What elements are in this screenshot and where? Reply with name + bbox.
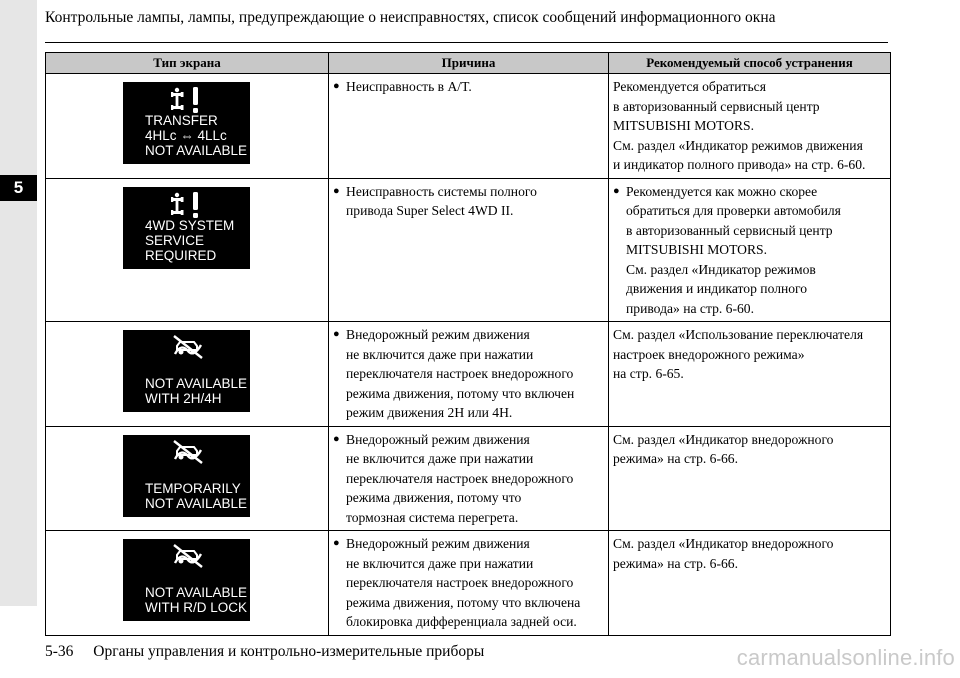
message-table — [45, 52, 891, 636]
cause-text — [333, 430, 603, 528]
remedy-line: режима» на стр. 6-66. — [613, 451, 738, 466]
cause-line: не включится даже при нажатии — [346, 346, 534, 362]
table-row — [46, 531, 891, 636]
screen-message-line: WITH R/D LOCK — [145, 600, 248, 615]
cause-line: привода Super Select 4WD II. — [346, 203, 514, 218]
remedy-line: См. раздел «Индикатор внедорожного — [613, 431, 834, 447]
remedy-line: ● Рекомендуется как можно скорее — [626, 183, 818, 199]
screen-message-line: TRANSFER — [145, 113, 218, 128]
chapter-tab: 5 — [0, 175, 37, 201]
screen-message-line: NOT AVAILABLE — [145, 143, 248, 158]
page-footer — [45, 643, 484, 661]
screen-type-cell — [46, 531, 329, 636]
offroad-crossed-icon — [171, 334, 205, 363]
screen-message-line: 4WD SYSTEM — [145, 217, 235, 233]
cause-line: ● Неисправность в A/T. — [346, 79, 472, 94]
cause-line: блокировка дифференциала задней оси. — [346, 614, 577, 629]
remedy-text — [613, 325, 885, 384]
remedy-line: и индикатор полного привода» на стр. 6-60. — [613, 157, 866, 172]
display-screen — [123, 539, 250, 621]
column-header-screen: Тип экрана — [46, 53, 329, 74]
cause-cell — [329, 426, 609, 531]
footer-section-title: Органы управления и контрольно-измерительные приборы — [93, 643, 485, 660]
remedy-line: движения и индикатор полного — [626, 281, 808, 296]
cause-cell — [329, 74, 609, 179]
column-header-remedy: Рекомендуемый способ устранения — [609, 53, 891, 74]
remedy-line: См. раздел «Индикатор режимов движения — [613, 137, 863, 153]
cause-text — [333, 325, 603, 423]
screen-message-line: NOT AVAILABLE — [145, 376, 248, 391]
cause-line: переключателя настроек внедорожного — [346, 366, 574, 381]
remedy-cell — [609, 322, 891, 427]
cause-line: не включится даже при нажатии — [346, 451, 534, 466]
display-screen — [123, 187, 250, 269]
watermark: carmanualsonline.info — [736, 645, 955, 670]
cause-text — [333, 534, 603, 632]
remedy-text — [613, 534, 885, 573]
screen-message — [145, 113, 247, 158]
offroad-crossed-icon — [171, 439, 205, 468]
cause-line: переключателя настроек внедорожного — [346, 575, 574, 590]
screen-message — [145, 481, 247, 511]
table-row — [46, 74, 891, 179]
cause-line: ● Внедорожный режим движения — [346, 431, 530, 447]
screen-message-line: WITH 2H/4H — [145, 391, 222, 406]
remedy-line: на стр. 6-65. — [613, 366, 684, 381]
header-divider — [45, 42, 888, 43]
cause-text — [333, 182, 603, 221]
screen-type-cell — [46, 426, 329, 531]
cause-line: режим движения 2H или 4H. — [346, 405, 513, 420]
display-screen — [123, 330, 250, 412]
remedy-text — [613, 182, 885, 319]
remedy-line: MITSUBISHI MOTORS. — [626, 242, 767, 257]
remedy-line: См. раздел «Использование переключателя — [613, 327, 864, 342]
remedy-line: обратиться для проверки автомобиля — [626, 203, 841, 218]
screen-type-cell — [46, 322, 329, 427]
display-screen — [123, 82, 250, 164]
display-screen — [123, 435, 250, 517]
page-number: 5-36 — [45, 643, 74, 660]
screen-type-cell — [46, 178, 329, 322]
page-header-title: Контрольные лампы, лампы, предупреждающие о неисправностях, список сообщений информационного окна — [45, 9, 776, 26]
cause-line: ● Внедорожный режим движения — [346, 536, 530, 551]
remedy-cell — [609, 178, 891, 322]
remedy-line: в авторизованный сервисный центр — [626, 222, 833, 238]
remedy-line: настроек внедорожного режима» — [613, 346, 805, 362]
table-header-row — [46, 53, 891, 74]
cause-line: ● Неисправность системы полного — [346, 183, 537, 199]
remedy-cell — [609, 531, 891, 636]
cause-line: переключателя настроек внедорожного — [346, 470, 574, 486]
cause-line: не включится даже при нажатии — [346, 555, 534, 571]
remedy-line: MITSUBISHI MOTORS. — [613, 118, 754, 133]
remedy-line: См. раздел «Индикатор внедорожного — [613, 536, 834, 551]
offroad-crossed-icon — [171, 543, 205, 572]
remedy-line: привода» на стр. 6-60. — [626, 300, 754, 316]
cause-cell — [329, 178, 609, 322]
screen-message — [145, 376, 247, 406]
screen-message-line: NOT AVAILABLE — [145, 495, 248, 511]
screen-message — [145, 585, 247, 615]
screen-message-line: NOT AVAILABLE — [145, 585, 248, 600]
cause-line: ● Внедорожный режим движения — [346, 327, 530, 342]
cause-line: режима движения, потому что включена — [346, 594, 581, 610]
table-row — [46, 322, 891, 427]
cause-cell — [329, 531, 609, 636]
remedy-text — [613, 430, 885, 469]
cause-line: режима движения, потому что — [346, 490, 522, 505]
screen-message — [145, 218, 250, 263]
screen-type-cell — [46, 74, 329, 179]
cause-line: тормозная система перегрета. — [346, 509, 519, 525]
remedy-line: в авторизованный сервисный центр — [613, 98, 820, 114]
screen-message-line: 4HLc ⇔ 4LLc — [145, 128, 227, 143]
column-header-cause: Причина — [329, 53, 609, 74]
remedy-line: режима» на стр. 6-66. — [613, 555, 738, 571]
remedy-text — [613, 77, 885, 175]
table-row — [46, 426, 891, 531]
remedy-cell — [609, 74, 891, 179]
remedy-cell — [609, 426, 891, 531]
table-row — [46, 178, 891, 322]
cause-line: режима движения, потому что включен — [346, 385, 575, 401]
screen-message-line: SERVICE REQUIRED — [145, 232, 217, 263]
side-strip — [0, 0, 37, 606]
screen-message-line: TEMPORARILY — [145, 480, 241, 496]
cause-cell — [329, 322, 609, 427]
remedy-line: См. раздел «Индикатор режимов — [626, 261, 816, 277]
remedy-line: Рекомендуется обратиться — [613, 79, 766, 94]
cause-text — [333, 77, 603, 97]
